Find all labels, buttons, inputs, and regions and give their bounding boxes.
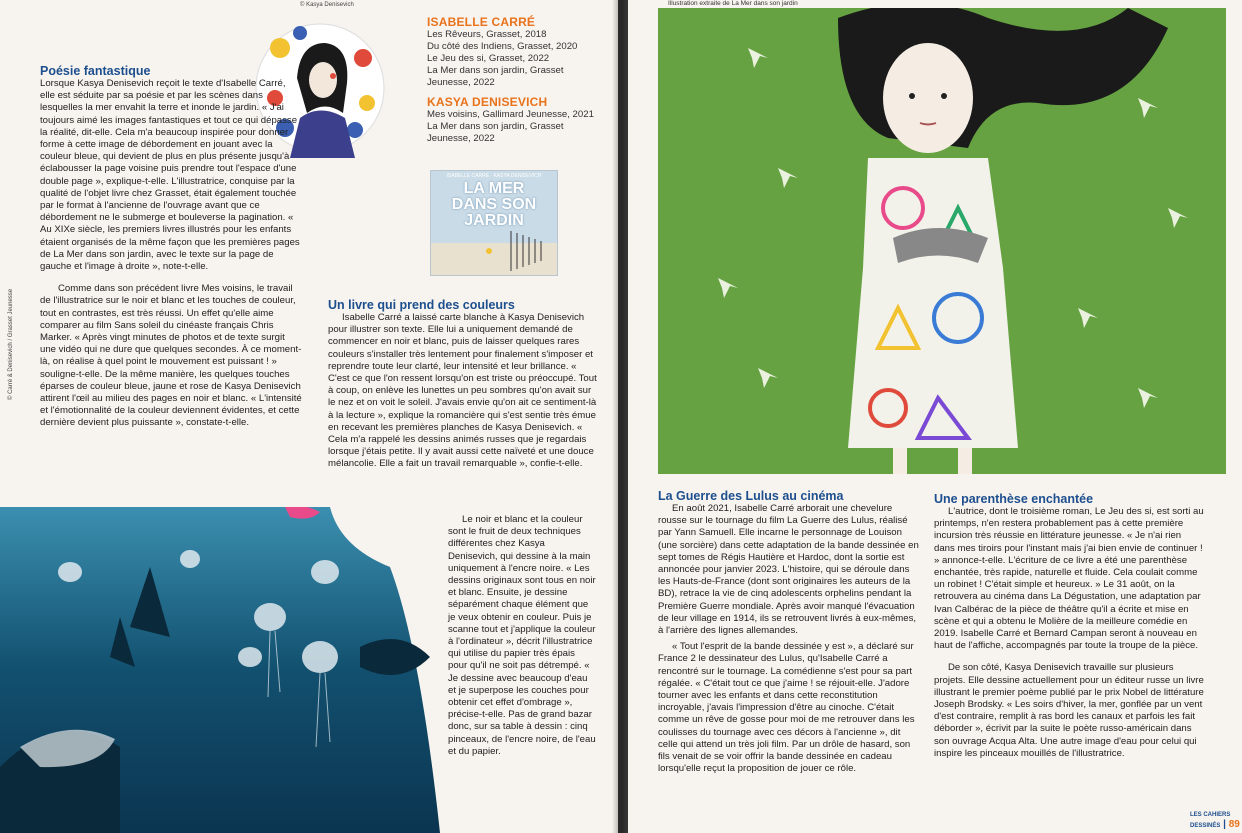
book-cover-art [431, 171, 557, 275]
article-column-2 [328, 298, 598, 471]
article-column-1 [40, 64, 302, 430]
author-name: KASYA DENISEVICH [427, 95, 548, 109]
book-entry: La Mer dans son jardin, Grasset Jeunesse, 2022 [427, 121, 564, 144]
book-entry: La Mer dans son jardin, Grasset Jeunesse, 2022 [427, 65, 564, 88]
paragraph: En août 2021, Isabelle Carré arborait une chevelure rousse sur le tournage du film La Guerre des Lulus, réalisé par Yann Samuell. Elle incarne le personnage de Louison (une sorcière) dans cette adaptation de la bande dessinée en sept tomes de Régis Hautière et Hardoc, dont la sortie est annoncée pour janvier 2023. L'histoire, qui se déroule dans les Hauts-de-France (dont sont originaires les auteurs de la BD), retrace la vie de cinq adolescents orphelins pendant la Première Guerre mondiale. Après avoir manqué l'évacuation de leur village en 1914, ils se retrouvent livrés à eux-mêmes, à l'arrière des lignes allemandes. [658, 503, 919, 637]
book-cover [430, 170, 558, 276]
section-title-poesie: Poésie fantastique [40, 64, 151, 78]
left-page [0, 0, 618, 833]
paragraph: L'autrice, dont le troisième roman, Le Jeu des si, est sorti au printemps, n'en restera probablement pas à cette première incursion très réussie en littérature jeunesse. « Je n'ai rien dans mes tiroirs pour l'instant mais j'ai bien envie de continuer ! » annonce-t-elle. L'écriture de ce livre a été une parenthèse enchantée, très rapide, naturelle et fluide. Cela coulait comme un robinet ! C'était simple et heureux. » Le 31 août, on la retrouvera au cinéma dans La Dégustation, une adaptation par Ivan Calbérac de la pièce de théâtre qu'il a écrite et mise en scène et qui a obtenu le Molière de la meilleure comédie en 2019. Isabelle Carré et Bernard Campan seront à nouveau en haut de l'affiche, accompagnés par toute la troupe de la pièce. [934, 506, 1204, 652]
book-entry: Le Jeu des si, Grasset, 2022 [427, 53, 550, 64]
girl-illustration [658, 8, 1226, 474]
section-title-lulus: La Guerre des Lulus au cinéma [658, 489, 844, 503]
sea-illustration [0, 507, 455, 833]
book-cover-authors: ISABELLE CARRÉ · KASYA DENISEVICH [446, 173, 542, 179]
paragraph: Lorsque Kasya Denisevich reçoit le texte d'Isabelle Carré, elle est séduite par sa poésie et par les scènes dans lesquelles la mer envahit la terre et inonde le jardin. « J'ai toujours aimé les images fantastiques et tout ce qui dépasse la réalité, dit-elle. Cela m'a beaucoup inspirée pour donner forme à cette image de débordement en jouant avec la couleur bleue, qui devient de plus en plus présente jusqu'à éclabousser la page voisine puis prendre tout l'espace d'une double page », explique-t-elle. L'illustratrice, conquise par la qualité de l'objet livre chez Grasset, était également touchée par le format à l'ancienne de l'ouvrage avant que ce débordement ne le submerge et bouleverse la pagination. « Au XIXe siècle, les premiers livres illustrés pour les enfants étaient organisés de la même façon que les premières pages de La Mer dans son jardin, avec le texte sur la page de gauche et l'image à droite », note-t-elle. [40, 78, 300, 273]
page-number: 89 [1228, 819, 1240, 830]
page-footer: LES CAHIERS DESSINÉS | 89 [1190, 812, 1240, 830]
paragraph: De son côté, Kasya Denisevich travaille sur plusieurs projets. Elle dessine actuellement pour un éditeur russe un livre illustrant le premier poème publié par le prix Nobel de littérature Joseph Brodsky. « Les soirs d'hiver, la mer, gonflée par un vent d'est contraire, remplit à ras bord les canaux et parfois les fait déborder », écrivit par la suite le poète russo-américain dans son ouvrage Acqua Alta. Une autre image d'eau pour celui qui inspire les pinceaux mouillés de l'illustratrice. [934, 662, 1204, 759]
article-column-a [658, 489, 920, 775]
article-column-b [934, 492, 1204, 760]
bibliography-box [427, 15, 607, 145]
article-column-3 [448, 514, 596, 758]
book-cover-title: LA MER DANS SON JARDIN [451, 180, 537, 229]
credit-line: Illustration extraite de La Mer dans son jardin [668, 0, 798, 7]
paragraph: Isabelle Carré a laissé carte blanche à Kasya Denisevich pour illustrer son texte. Elle lui a uniquement demandé de commencer en noir et blanc, puis de laisser quelques rares couleurs s'installer très lentement pour finalement s'imposer et reprendre toute leur clarté, leur intensité et leur brillance. « C'est ce que l'on ressent lorsqu'on est triste ou préoccupé. Tout à coup, on enlève les lunettes un peu sombres qu'on avait sur le nez et on voit le soleil. J'avais envie qu'on ait ce sentiment-là à la lecture », explique la romancière qui s'est sentie très émue en recevant les premières planches de Kasya Denisevich. « Cela m'a rappelé les dessins animés russes que je regardais lorsque j'étais petite. Il y avait aussi cette naïveté et une douce mélancolie. Elle a fait un travail remarquable », confie-t-elle. [328, 312, 597, 470]
section-title-parenthese: Une parenthèse enchantée [934, 492, 1094, 506]
paragraph: « Tout l'esprit de la bande dessinée y est », a déclaré sur France 2 le dessinateur des Lulus, qu'Isabelle Carré a rencontré sur le tournage. La comédienne s'est pour sa part régalée. « C'était tout ce que j'aime ! se réjouit-elle. J'adore tourner avec les enfants et dans cette reconstitution incroyable, j'avais l'impression d'être au cinoche. C'était comme un rêve de gosse pour moi de me retrouver dans les coulisses du tournage avec ces décors à l'ancienne », dit celle qui attend un très joli film. Par un drôle de hasard, son fils venait de se voir offrir la bande dessinée en cadeau lorsqu'elle reçut la proposition de jouer ce rôle. [658, 641, 915, 775]
illustration-credit-vertical: © Carré & Denisevich / Grasset Jeunesse [8, 288, 14, 400]
author-name: ISABELLE CARRÉ [427, 15, 536, 29]
book-entry: Du côté des Indiens, Grasset, 2020 [427, 41, 578, 52]
paragraph: Comme dans son précédent livre Mes voisins, le travail de l'illustratrice sur le noir et blanc et les touches de couleur, tout en contrastes, est très réussi. Un effet qu'elle aime comparer au film Sans soleil du cinéaste français Chris Marker. « Après vingt minutes de photos et de texte surgit une vidéo qui ne dure que quelques secondes. À ce moment-là, on réalise à quel point le mouvement est puissant ! » souligne-t-elle. De la même manière, les quelques touches éparses de couleur bleue, jaune et rose de Kasya Denisevich attirent l'œil au milieu des pages en noir et blanc. « L'intensité et l'émotionnalité de la couleur deviennent évidentes, et cette dernière devient plus puissante », constate-t-elle. [40, 283, 302, 429]
book-entry: Les Rêveurs, Grasset, 2018 [427, 29, 547, 40]
magazine-logo: LES CAHIERS DESSINÉS [1190, 812, 1231, 829]
paragraph: Le noir et blanc et la couleur sont le fruit de deux techniques différentes chez Kasya Denisevich, qui dessine à la main uniquement à l'encre noire. « Les dessins originaux sont tous en noir et blanc. Ensuite, je dessine séparément chaque élément que je veux obtenir en couleur. Puis je scanne tout et j'applique la couleur à l'ordinateur », décrit l'illustratrice qui utilise du papier très épais pour qu'il ne soit pas détrempé. « Je dessine avec beaucoup d'eau et je superpose les couches pour obtenir cet effet d'ombrage », précise-t-elle. Pas de grand bazar donc, sur sa table à dessin : cinq pinceaux, de l'encre noire, de l'eau et du papier. [448, 514, 596, 757]
photo-credit: © Kasya Denisevich [300, 2, 354, 8]
section-title-couleurs: Un livre qui prend des couleurs [328, 298, 515, 312]
right-page [628, 0, 1242, 833]
book-entry: Mes voisins, Gallimard Jeunesse, 2021 [427, 109, 594, 120]
